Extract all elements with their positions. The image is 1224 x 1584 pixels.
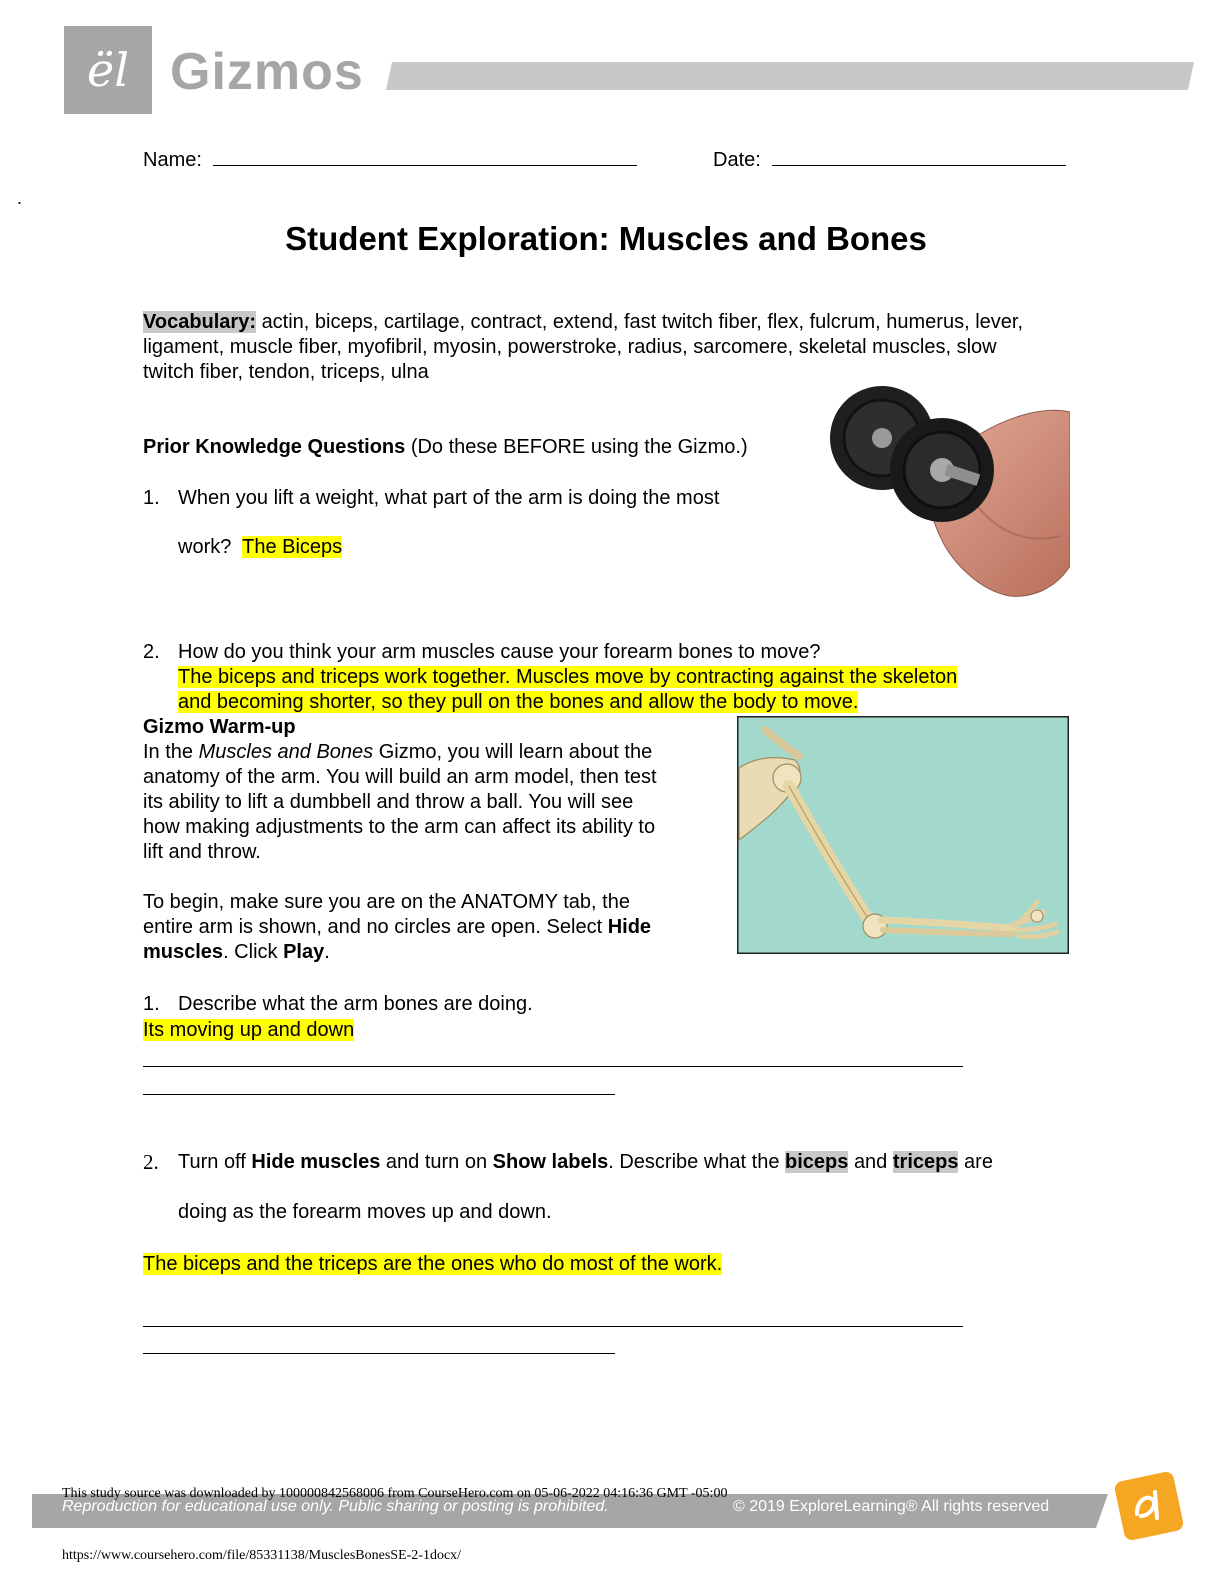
warmup-q2-number: 2.	[143, 1150, 159, 1174]
logo-glyph: ël	[87, 43, 129, 97]
prior-knowledge-heading: Prior Knowledge Questions	[143, 436, 406, 458]
answer-line[interactable]	[143, 1326, 963, 1327]
explorelearning-footer-logo	[1113, 1470, 1185, 1542]
vocabulary-terms: actin, biceps, cartilage, contract, extend, fast twitch fiber, flex, fulcrum, humerus, lever, ligament, muscle fiber, myofibril, myosin, powerstroke, radius, sarcomere, skeletal muscles, slow twitch fiber, tendon, triceps, ulna	[143, 311, 1024, 383]
stray-mark: .	[17, 188, 23, 208]
header-stripe	[386, 62, 1194, 90]
reproduction-note: Reproduction for educational use only. Public sharing or posting is prohibited.	[62, 1498, 609, 1515]
answer-line[interactable]	[143, 1094, 615, 1095]
warmup-q2-text-2: doing as the forearm moves up and down.	[178, 1201, 552, 1223]
pk-q2-answer-line2: and becoming shorter, so they pull on the bones and allow the body to move.	[178, 691, 859, 713]
explorelearning-logo	[64, 26, 152, 114]
warmup-q1-answer[interactable]: Its moving up and down	[143, 1019, 355, 1041]
pk-q1-text-2: work? The Biceps	[178, 536, 343, 558]
pk-q1-number: 1.	[143, 487, 160, 509]
pk-q2-answer-line1: The biceps and triceps work together. Muscles move by contracting against the skeleton	[178, 666, 958, 688]
date-field-row	[713, 145, 1066, 173]
pk-q2-text: How do you think your arm muscles cause your forearm bones to move?	[178, 641, 821, 663]
vocabulary-label: Vocabulary:	[143, 311, 256, 333]
pk-q1-text: When you lift a weight, what part of the arm is doing the most	[178, 487, 720, 509]
source-url[interactable]: https://www.coursehero.com/file/85331138/MusclesBonesSE-2-1docx/	[62, 1548, 462, 1563]
warmup-heading: Gizmo Warm-up	[143, 716, 296, 738]
warmup-q2-answer[interactable]: The biceps and the triceps are the ones who do most of the work.	[143, 1253, 723, 1275]
arm-bones-image	[737, 716, 1069, 954]
warmup-q2-text: Turn off Hide muscles and turn on Show labels. Describe what the biceps and triceps are	[178, 1151, 993, 1173]
prior-knowledge-note: (Do these BEFORE using the Gizmo.)	[410, 436, 748, 458]
name-label: Name:	[143, 149, 202, 171]
pk-q2-number: 2.	[143, 641, 160, 663]
triceps-term: triceps	[892, 1151, 959, 1173]
arm-dumbbell-image	[830, 376, 1070, 600]
page-title: Student Exploration: Muscles and Bones	[285, 220, 927, 257]
warmup-q1-text: Describe what the arm bones are doing.	[178, 993, 533, 1015]
date-field[interactable]	[772, 145, 1066, 166]
date-label: Date:	[713, 149, 761, 171]
brand-name: Gizmos	[170, 43, 364, 101]
prior-knowledge-heading-row	[143, 435, 748, 460]
warmup-instructions: To begin, make sure you are on the ANATOMY tab, the entire arm is shown, and no circles are open. Select Hide muscles. Click Play.	[143, 891, 652, 963]
answer-line[interactable]	[143, 1066, 963, 1067]
biceps-term: biceps	[785, 1151, 849, 1173]
warmup-intro: In the Muscles and Bones Gizmo, you will learn about the anatomy of the arm. You will build an arm model, then test its ability to lift a dumbbell and throw a ball. You will see how making adjustments to the arm can affect its ability to lift and throw.	[143, 741, 657, 863]
name-field[interactable]	[213, 145, 637, 166]
pk-q1-answer: The Biceps	[242, 536, 343, 558]
answer-line[interactable]	[143, 1353, 615, 1354]
vocabulary-block	[143, 310, 1053, 385]
copyright: © 2019 ExploreLearning® All rights reserved	[733, 1498, 1050, 1515]
warmup-q1-number: 1.	[143, 993, 160, 1015]
name-field-row	[143, 145, 637, 173]
download-note: This study source was downloaded by 100000842568006 from CourseHero.com on 05-06-2022 04:16:36 GMT -05:00	[62, 1486, 728, 1501]
